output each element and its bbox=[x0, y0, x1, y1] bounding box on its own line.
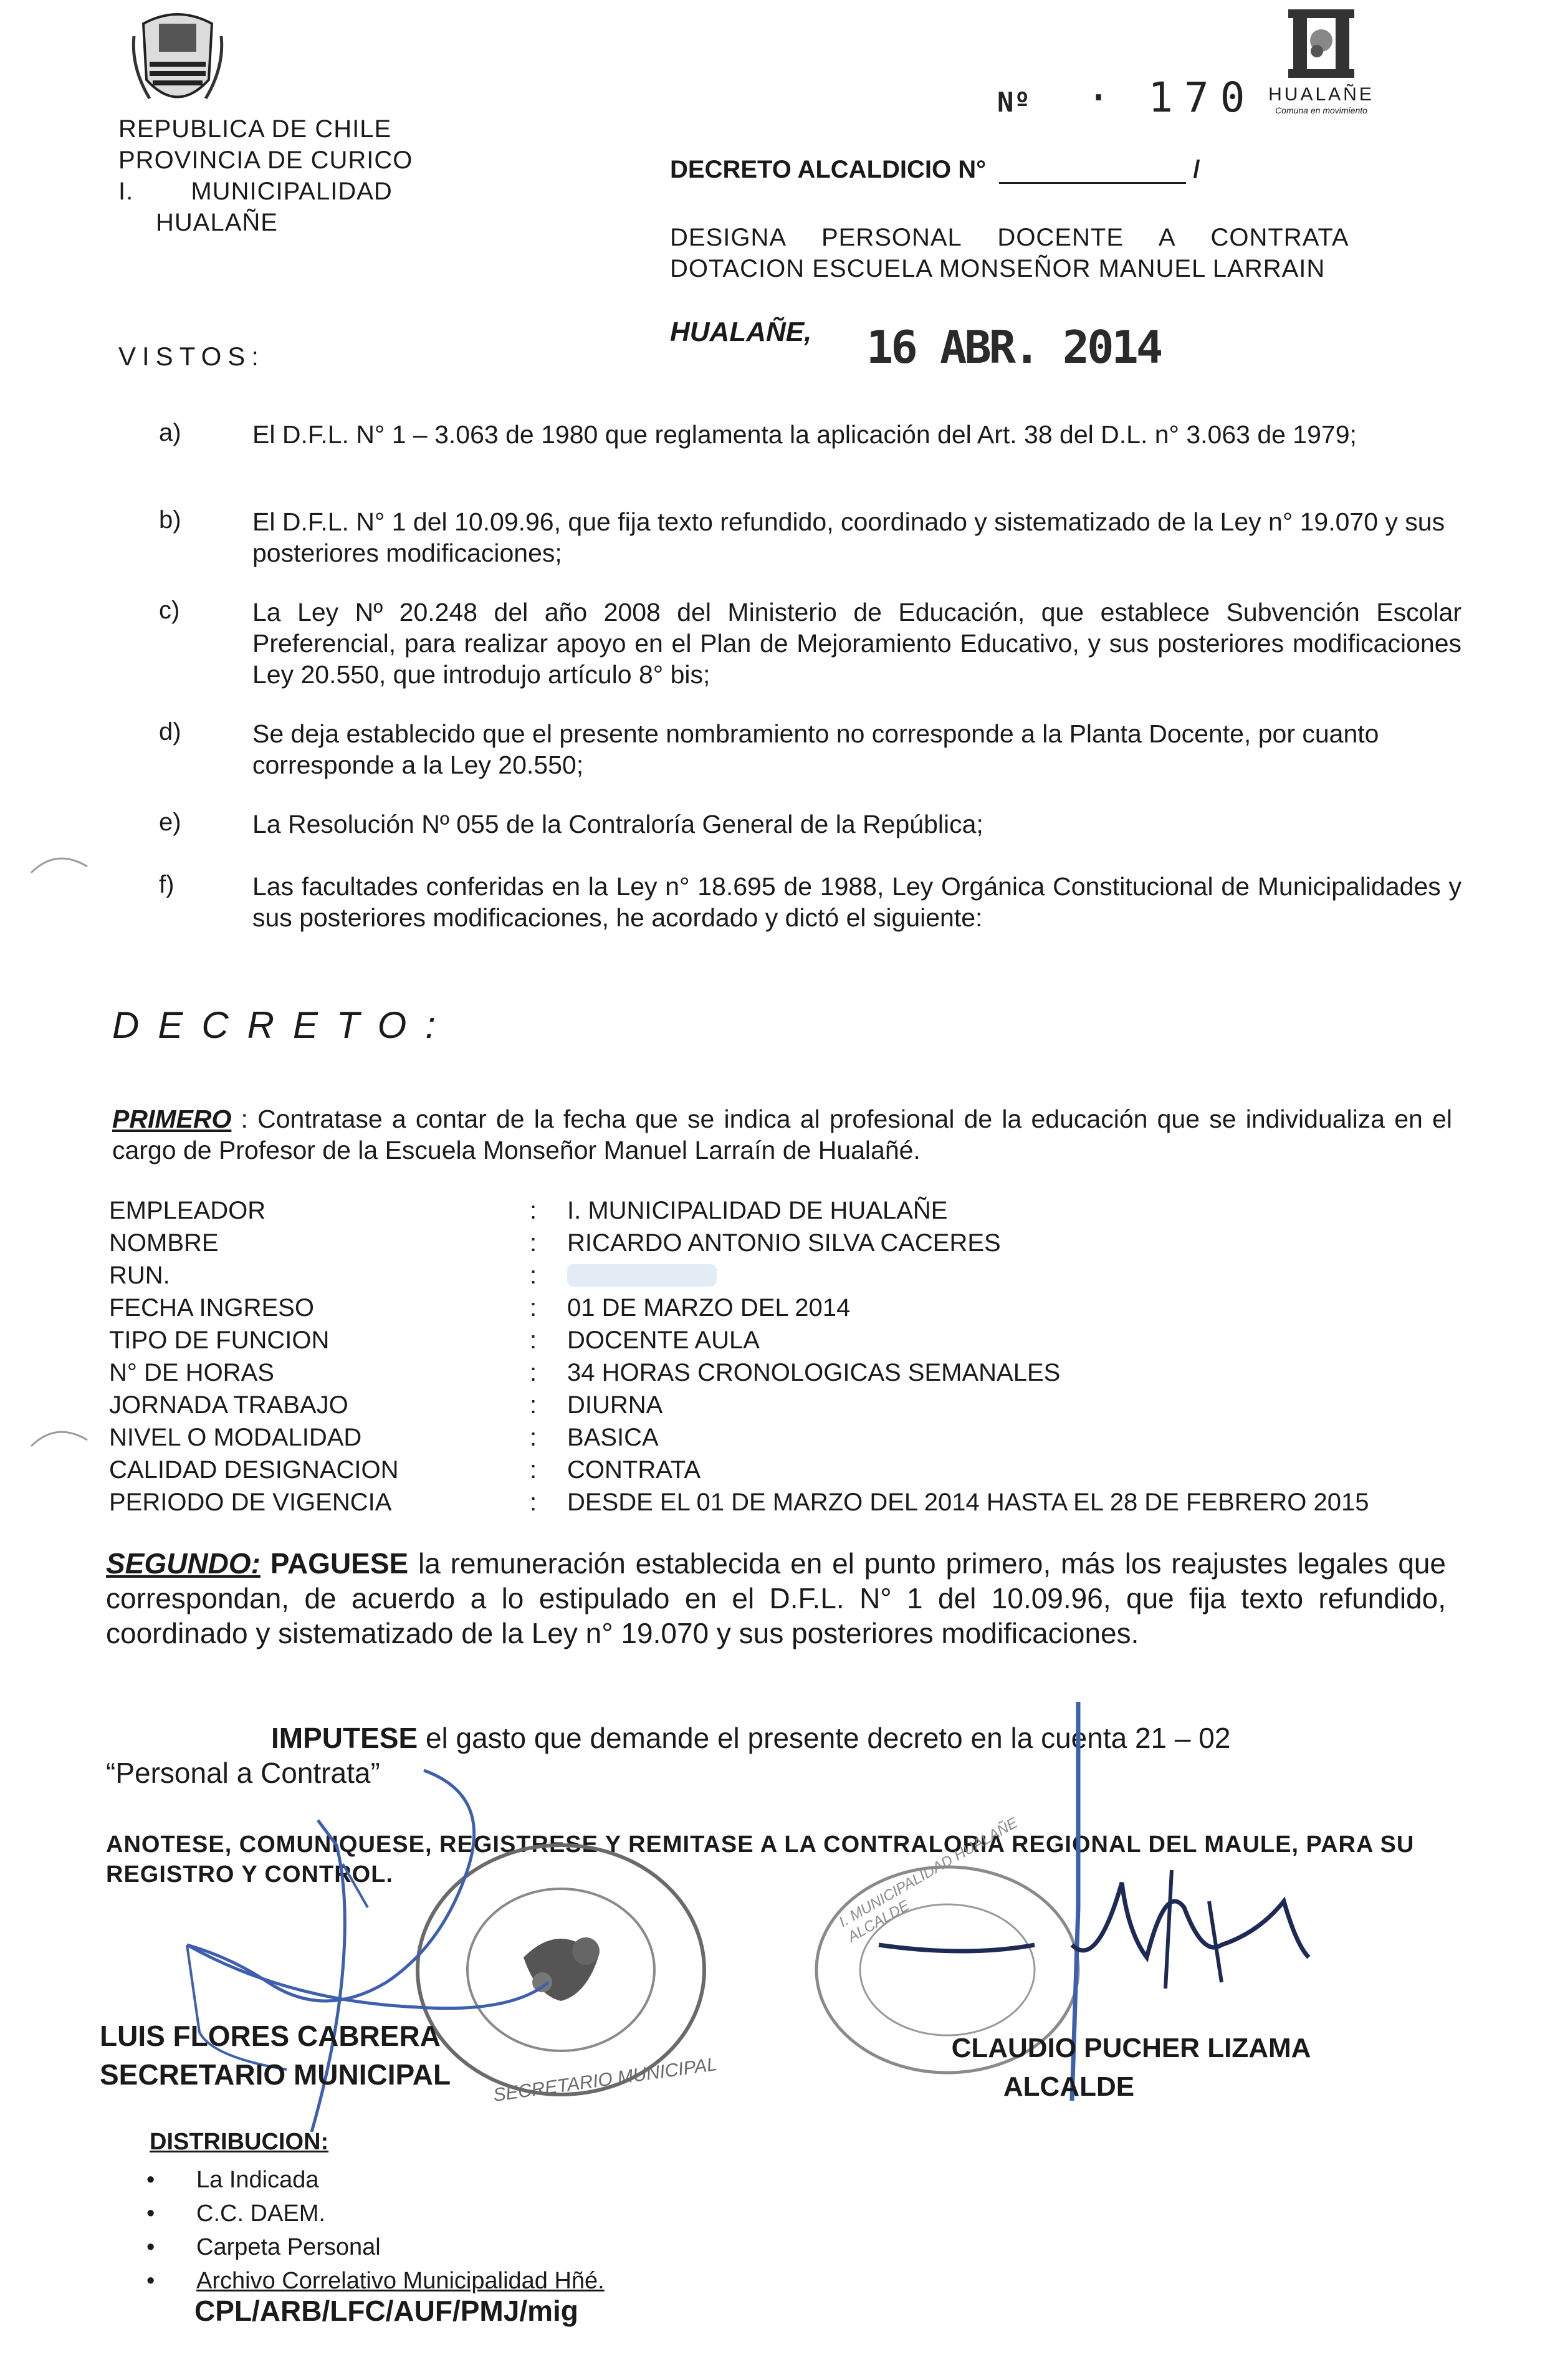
vistos-list bbox=[159, 419, 1461, 946]
mayor-title: ALCALDE bbox=[1003, 2071, 1135, 2102]
primero-text: Contratase a contar de la fecha que se indica al profesional de la educación que se individualiza en el cargo de Profesor de la Escuela Monseñor Manuel Larraín de Hualañé. bbox=[112, 1105, 1452, 1164]
field-value: CONTRATA bbox=[567, 1456, 701, 1484]
secretary-title: SECRETARIO MUNICIPAL bbox=[100, 2058, 451, 2091]
vistos-item-letter: a) bbox=[159, 419, 181, 446]
field-label: N° DE HORAS bbox=[109, 1359, 274, 1386]
logo-tagline: Comuna en movimiento bbox=[1275, 105, 1367, 115]
municipality-name: MUNICIPALIDAD bbox=[191, 178, 393, 205]
field-colon: : bbox=[530, 1489, 537, 1516]
field-value: 01 DE MARZO DEL 2014 bbox=[567, 1294, 851, 1322]
field-row bbox=[109, 1359, 1449, 1391]
distribution-title: DISTRIBUCION: bbox=[150, 2129, 329, 2155]
distribution-list bbox=[146, 2163, 770, 2298]
header-municipality-line bbox=[118, 176, 467, 207]
anotese-paragraph: ANOTESE, COMUNIQUESE, REGISTRESE Y REMITASE A LA CONTRALORIA REGIONAL DEL MAULE, PARA SU REGISTRO Y CONTROL. bbox=[106, 1831, 1415, 1888]
primero-paragraph bbox=[112, 1103, 1452, 1166]
secretary-name: LUIS FLORES CABRERA bbox=[100, 2020, 441, 2052]
distribution-item: • C.C. DAEM. bbox=[146, 2197, 770, 2230]
vistos-title: VISTOS: bbox=[118, 342, 265, 371]
vistos-item-text: Se deja establecido que el presente nombramiento no corresponde a la Planta Docente, por cuanto corresponde a la Ley 20.550; bbox=[252, 719, 1379, 779]
distribution-initials: CPL/ARB/LFC/AUF/PMJ/mig bbox=[194, 2295, 578, 2327]
field-row bbox=[109, 1456, 1449, 1489]
secretary-seal-text: SECRETARIO MUNICIPAL bbox=[492, 2053, 719, 2106]
margin-mark-icon bbox=[25, 848, 100, 1471]
field-colon: : bbox=[530, 1327, 537, 1354]
field-value: RICARDO ANTONIO SILVA CACERES bbox=[567, 1229, 1001, 1257]
imputese-bold: IMPUTESE bbox=[271, 1722, 418, 1754]
coat-of-arms-icon bbox=[131, 5, 224, 117]
segundo-bold: PAGUESE bbox=[270, 1547, 409, 1580]
stamp-number-prefix: Nº bbox=[997, 87, 1030, 118]
decreto-title: DECRETO: bbox=[112, 1004, 454, 1046]
decree-number-line bbox=[999, 182, 1186, 184]
run-redacted bbox=[567, 1264, 717, 1287]
primero-label: PRIMERO bbox=[112, 1105, 232, 1133]
field-row bbox=[109, 1197, 1449, 1229]
decree-slash: / bbox=[1193, 156, 1200, 183]
vistos-item-text: La Resolución Nº 055 de la Contraloría General de la República; bbox=[252, 810, 983, 838]
date-stamp: 16 ABR. 2014 bbox=[866, 321, 1161, 373]
field-label: NIVEL O MODALIDAD bbox=[109, 1424, 362, 1451]
field-colon: : bbox=[530, 1229, 537, 1257]
vistos-item bbox=[159, 718, 1461, 809]
field-row bbox=[109, 1229, 1449, 1262]
header-commune: HUALAÑE bbox=[156, 209, 278, 236]
field-label: FECHA INGRESO bbox=[109, 1294, 314, 1322]
field-colon: : bbox=[530, 1197, 537, 1224]
field-value: DOCENTE AULA bbox=[567, 1327, 760, 1354]
field-colon: : bbox=[530, 1456, 537, 1484]
mayor-name: CLAUDIO PUCHER LIZAMA bbox=[951, 2033, 1311, 2063]
vistos-item bbox=[159, 597, 1461, 718]
header-country: REPUBLICA DE CHILE bbox=[118, 115, 392, 143]
hualane-logo-icon bbox=[1287, 6, 1356, 81]
field-label: TIPO DE FUNCION bbox=[109, 1327, 330, 1354]
field-row bbox=[109, 1327, 1449, 1359]
vistos-item-letter: f) bbox=[159, 871, 175, 898]
field-value: BASICA bbox=[567, 1424, 659, 1451]
vistos-item bbox=[159, 809, 1461, 871]
segundo-text: la remuneración establecida en el punto primero, más los reajustes legales que correspondan, de acuerdo a lo estipulado en el D.F.L. N° 1 del 10.09.96, que fija texto refundido, coordinado y sistematizado de la Ley n° 19.070 y sus posteriores modificaciones. bbox=[106, 1547, 1446, 1649]
field-value: 34 HORAS CRONOLOGICAS SEMANALES bbox=[567, 1359, 1061, 1386]
field-label: PERIODO DE VIGENCIA bbox=[109, 1489, 392, 1516]
vistos-item-text: Las facultades conferidas en la Ley n° 18.695 de 1988, Ley Orgánica Constitucional de Municipalidades y sus posteriores modificaciones, he acordado y dictó el siguiente: bbox=[252, 872, 1461, 932]
field-value: I. MUNICIPALIDAD DE HUALAÑE bbox=[567, 1197, 948, 1224]
decree-label: DECRETO ALCALDICIO N° bbox=[670, 156, 987, 183]
field-value: DIURNA bbox=[567, 1391, 663, 1419]
imputese-line-2: “Personal a Contrata” bbox=[106, 1757, 380, 1789]
field-row bbox=[109, 1294, 1449, 1327]
distribution-item: • La Indicada bbox=[146, 2163, 770, 2197]
hualane-logo bbox=[1265, 6, 1377, 125]
vistos-item-text: El D.F.L. N° 1 del 10.09.96, que fija texto refundido, coordinado y sistematizado de la Ley n° 19.070 y sus posteriores modificaciones; bbox=[252, 507, 1445, 567]
vistos-item bbox=[159, 506, 1461, 597]
segundo-label: SEGUNDO: bbox=[106, 1547, 261, 1580]
field-row bbox=[109, 1262, 1449, 1294]
vistos-item-text: El D.F.L. N° 1 – 3.063 de 1980 que reglamenta la aplicación del Art. 38 del D.L. n° 3.063 de 1979; bbox=[252, 420, 1357, 449]
vistos-item bbox=[159, 871, 1461, 946]
field-colon: : bbox=[530, 1294, 537, 1322]
subject-line-2: DOTACION ESCUELA MONSEÑOR MANUEL LARRAIN bbox=[670, 255, 1326, 282]
vistos-item-letter: d) bbox=[159, 718, 181, 746]
field-row bbox=[109, 1391, 1449, 1424]
employee-fields bbox=[109, 1197, 1449, 1521]
field-colon: : bbox=[530, 1424, 537, 1451]
field-row bbox=[109, 1424, 1449, 1456]
imputese-text: el gasto que demande el presente decreto en la cuenta 21 – 02 bbox=[425, 1722, 1231, 1754]
vistos-item-letter: b) bbox=[159, 506, 181, 534]
field-value: DESDE EL 01 DE MARZO DEL 2014 HASTA EL 28 DE FEBRERO 2015 bbox=[567, 1489, 1369, 1516]
mayor-seal-text: I. MUNICIPALIDAD HUALAÑE ALCALDE bbox=[836, 1814, 1021, 1946]
distribution-item: • Carpeta Personal bbox=[146, 2230, 770, 2264]
segundo-paragraph bbox=[106, 1546, 1446, 1651]
stamp-number: 170 bbox=[1148, 74, 1256, 122]
vistos-item-text: La Ley Nº 20.248 del año 2008 del Ministerio de Educación, que establece Subvención Escolar Preferencial, para realizar apoyo en el Plan de Mejoramiento Educativo, y sus posteriores modificaciones Ley 20.550, que introdujo artículo 8° bis; bbox=[252, 598, 1461, 689]
field-label: JORNADA TRABAJO bbox=[109, 1391, 348, 1419]
field-row bbox=[109, 1489, 1449, 1521]
primero-colon: : bbox=[241, 1105, 248, 1133]
municipality-prefix: I. bbox=[118, 178, 134, 205]
field-colon: : bbox=[530, 1391, 537, 1419]
field-colon: : bbox=[530, 1359, 537, 1386]
place-name: HUALAÑE, bbox=[670, 317, 812, 347]
header-province: PROVINCIA DE CURICO bbox=[118, 146, 413, 174]
vistos-item-letter: e) bbox=[159, 809, 181, 836]
field-label: CALIDAD DESIGNACION bbox=[109, 1456, 399, 1484]
subject-line-1: DESIGNA PERSONAL DOCENTE A CONTRATA bbox=[670, 224, 1349, 251]
logo-name: HUALAÑE bbox=[1268, 84, 1374, 105]
distribution-item: • Archivo Correlativo Municipalidad Hñé. bbox=[146, 2264, 770, 2298]
field-label: RUN. bbox=[109, 1262, 170, 1289]
field-label: NOMBRE bbox=[109, 1229, 219, 1257]
field-colon: : bbox=[530, 1262, 537, 1289]
field-label: EMPLEADOR bbox=[109, 1197, 266, 1224]
vistos-item bbox=[159, 419, 1461, 506]
vistos-item-letter: c) bbox=[159, 597, 180, 624]
